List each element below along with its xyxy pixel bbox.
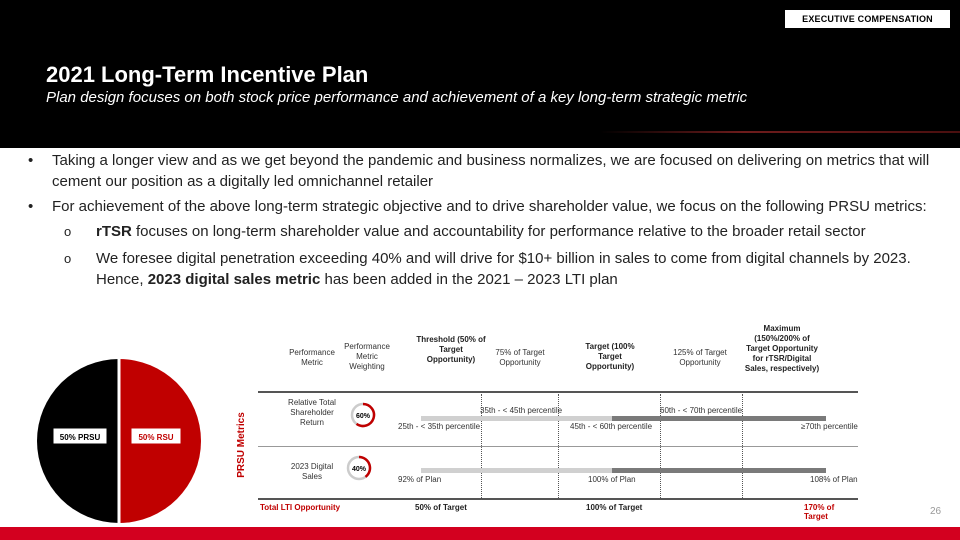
rtsr-weight: 60% <box>355 413 371 420</box>
footer-separator <box>258 498 858 500</box>
total-maximum: 170% of Target <box>804 503 835 521</box>
bullet-marker: • <box>28 152 34 169</box>
section-tag: EXECUTIVE COMPENSATION <box>785 10 950 28</box>
header-threshold: Threshold (50% of Target Opportunity) <box>416 335 486 364</box>
rtsr-max-label: ≥70th percentile <box>801 422 858 431</box>
sub-bullet-bold: rTSR <box>96 223 132 240</box>
header-target: Target (100% Target Opportunity) <box>585 342 635 371</box>
total-threshold: 50% of Target <box>415 503 467 512</box>
lti-split-pie-chart <box>36 358 202 524</box>
footer-accent-bar <box>0 527 960 540</box>
sub-bullet-item <box>62 248 938 290</box>
digital-range-bar-dark <box>612 468 826 473</box>
header-band <box>0 0 960 148</box>
rtsr-weight-ring <box>350 402 376 428</box>
rsu-label: 50% RSU <box>138 433 174 442</box>
sub-bullet-marker: o <box>64 251 72 266</box>
page-title: 2021 Long-Term Incentive Plan <box>46 62 369 87</box>
sub-bullet-bold: 2023 digital sales metric <box>147 271 321 288</box>
row-rtsr-name: Relative Total Shareholder Return <box>288 398 336 427</box>
sub-bullet-text: has been added in the 2021 – 2023 LTI plan <box>320 271 618 288</box>
prsu-metrics-side-label <box>230 410 250 480</box>
header-125-target: 125% of Target Opportunity <box>673 348 727 367</box>
sub-bullet-text: We foresee digital penetration exceeding 40% and will drive for $10+ billion in sales to come from digital channels by 2023. Hence, <box>96 250 911 288</box>
bullet-text: Taking a longer view and as we get beyond the pandemic and business normalizes, we are focused on delivering on metrics that will cement our position as a digitally led omnichannel retailer <box>52 152 930 190</box>
bullet-marker: • <box>28 198 34 215</box>
digital-max-label: 108% of Plan <box>810 475 858 484</box>
row-separator <box>258 446 858 447</box>
prsu-metrics-table <box>258 320 858 520</box>
prsu-metrics-label: PRSU Metrics <box>236 412 247 478</box>
digital-sales-weight: 40% <box>351 466 367 473</box>
rtsr-threshold-label: 25th - < 35th percentile <box>398 422 481 431</box>
page-number: 26 <box>930 506 942 517</box>
bullet-item <box>28 196 938 290</box>
rtsr-range-bar-dark <box>612 416 826 421</box>
bullet-item <box>28 150 938 192</box>
digital-sales-weight-ring <box>346 455 372 481</box>
sub-bullet-text: focuses on long-term shareholder value and accountability for performance relative to the broader retail sector <box>131 223 866 240</box>
header-divider <box>600 131 960 133</box>
rtsr-target-label: 45th - < 60th percentile <box>570 422 653 431</box>
page-subtitle: Plan design focuses on both stock price performance and achievement of a key long-term strategic metric <box>46 89 748 106</box>
total-lti-label: Total LTI Opportunity <box>260 503 341 512</box>
header-separator <box>258 391 858 393</box>
header-75-target: 75% of Target Opportunity <box>495 348 545 367</box>
header-metric-weighting: Performance Metric Weighting <box>344 342 390 371</box>
total-target: 100% of Target <box>586 503 643 512</box>
sub-bullet-marker: o <box>64 224 72 239</box>
bullet-list <box>28 150 938 294</box>
digital-target-label: 100% of Plan <box>588 475 636 484</box>
sub-bullet-list <box>52 221 938 290</box>
sub-bullet-item <box>62 221 938 242</box>
bullet-text: For achievement of the above long-term strategic objective and to drive shareholder value, we focus on the following PRSU metrics: <box>52 198 927 215</box>
prsu-label: 50% PRSU <box>59 433 101 442</box>
rtsr-125-label: 60th - < 70th percentile <box>660 406 743 415</box>
digital-threshold-label: 92% of Plan <box>398 475 442 484</box>
row-digital-sales-name: 2023 Digital Sales <box>290 462 334 481</box>
header-maximum: Maximum (150%/200% of Target Opportunity for rTSR/Digital Sales, respectively) <box>744 324 820 373</box>
header-performance-metric: Performance Metric <box>289 348 335 367</box>
rtsr-75-label: 35th - < 45th percentile <box>480 406 563 415</box>
